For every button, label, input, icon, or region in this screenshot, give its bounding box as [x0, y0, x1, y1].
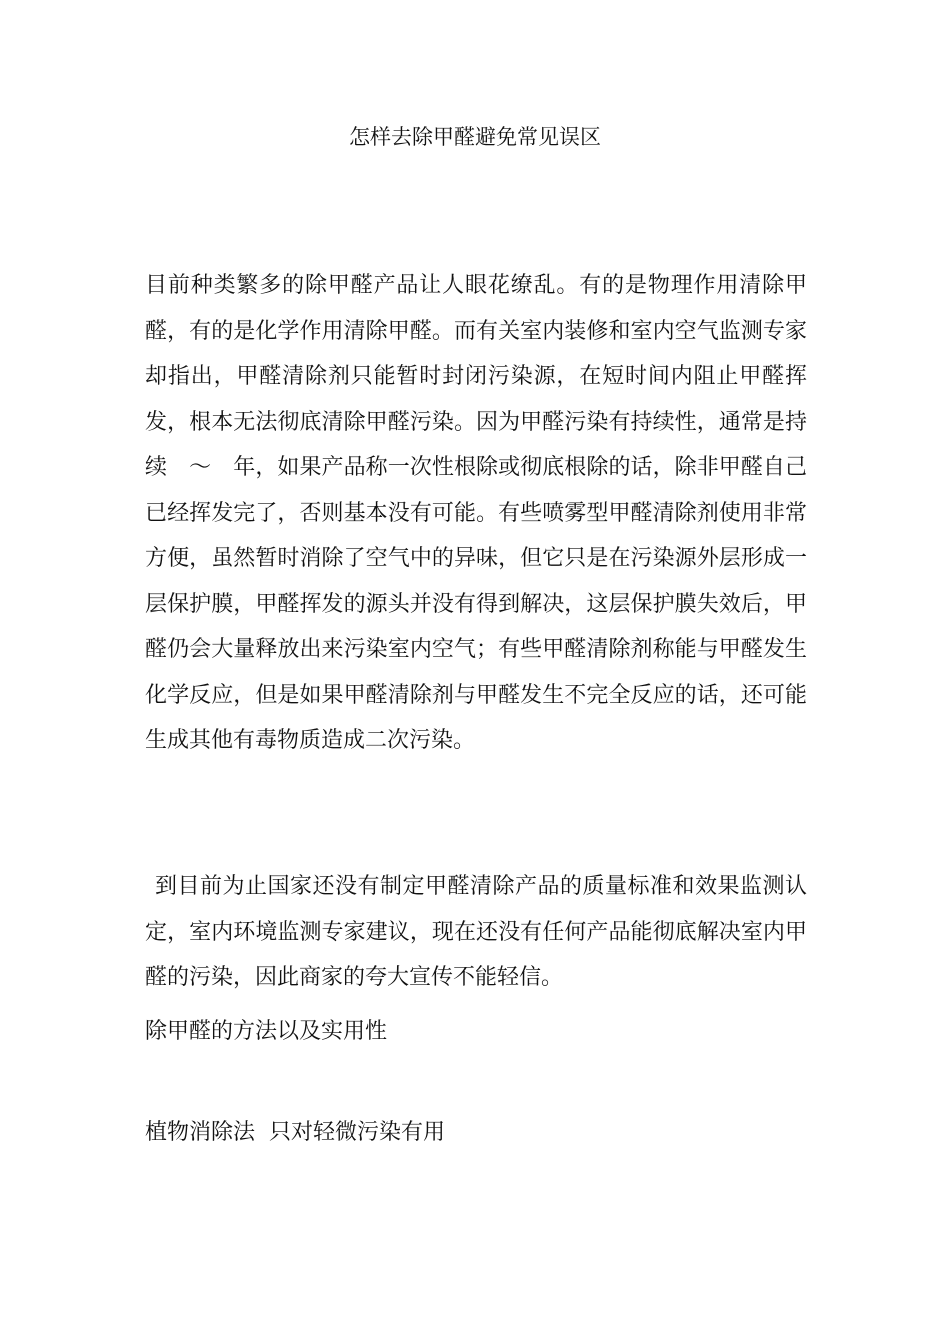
paragraph-national-standards: 到目前为止国家还没有制定甲醛清除产品的质量标准和效果监测认定，室内环境监测专家建议，现在还没有任何产品能彻底解决室内甲醛的污染，因此商家的夸大宣传不能轻信。: [145, 874, 807, 990]
section-heading-plant-method: 植物消除法 只对轻微污染有用: [145, 1120, 445, 1145]
section-heading-methods: 除甲醛的方法以及实用性: [145, 1019, 388, 1044]
paragraph-formaldehyde-products: 目前种类繁多的除甲醛产品让人眼花缭乱。有的是物理作用清除甲醛，有的是化学作用清除甲醛。而有关室内装修和室内空气监测专家却指出，甲醛清除剂只能暂时封闭污染源，在短时间内阻止甲醛挥发，根本无法彻底清除甲醛污染。因为甲醛污染有持续性，通常是持续 ～ 年，如果产品称一次性根除或彻底根除的话，除非甲醛自己已经挥发完了，否则基本没有可能。有些喷雾型甲醛清除剂使用非常方便，虽然暂时消除了空气中的异味，但它只是在污染源外层形成一层保护膜，甲醛挥发的源头并没有得到解决，这层保护膜失效后，甲醛仍会大量释放出来污染室内空气；有些甲醛清除剂称能与甲醛发生化学反应，但是如果甲醛清除剂与甲醛发生不完全反应的话，还可能生成其他有毒物质造成二次污染。: [145, 273, 807, 753]
document-title: 怎样去除甲醛避免常见误区: [349, 125, 601, 149]
